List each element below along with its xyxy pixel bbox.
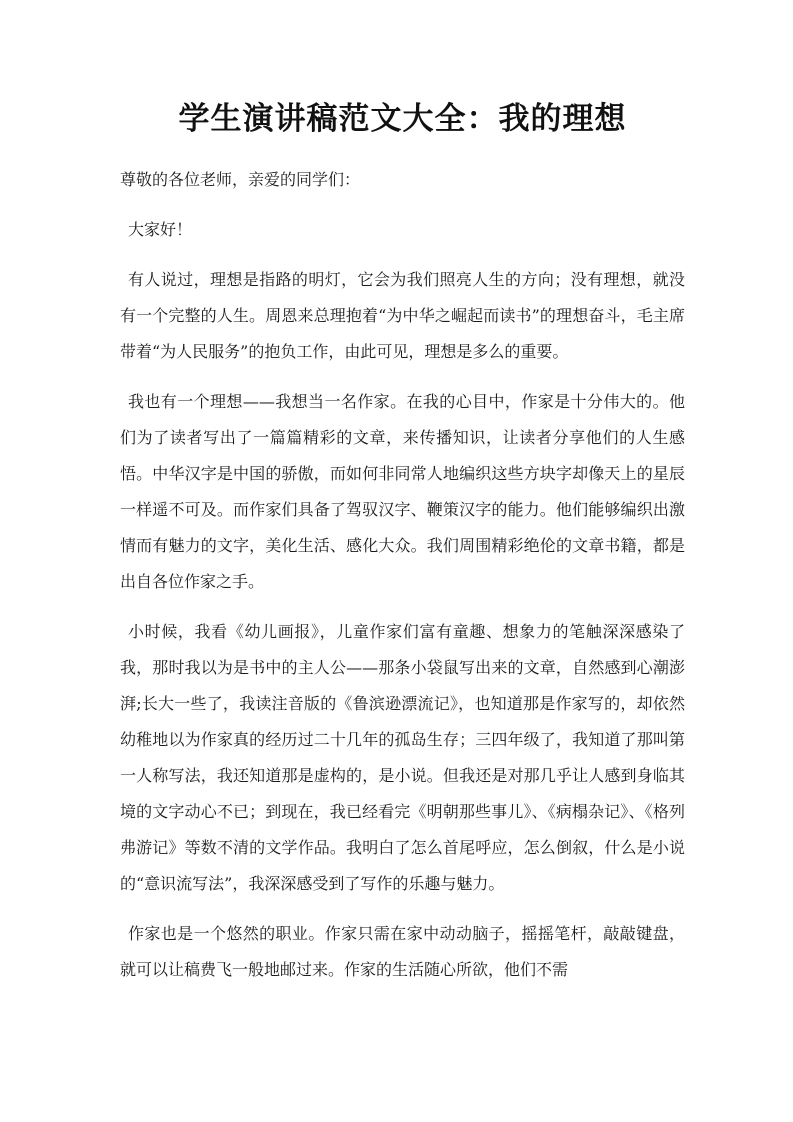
paragraph: 有人说过，理想是指路的明灯，它会为我们照亮人生的方向；没有理想，就没有一个完整的人生。周恩来总理抱着“为中华之崛起而读书”的理想奋斗，毛主席带着“为人民服务”的抱负工作，由此可见，理想是多么的重要。 xyxy=(120,270,685,361)
greeting: 大家好！ xyxy=(128,220,193,239)
document-title: 学生演讲稿范文大全：我的理想 xyxy=(178,101,627,137)
salutation: 尊敬的各位老师，亲爱的同学们： xyxy=(120,170,361,189)
paragraph: 作家也是一个悠然的职业。作家只需在家中动动脑子，摇摇笔杆，敲敲键盘，就可以让稿费飞一般地邮过来。作家的生活随心所欲，他们不需 xyxy=(120,924,685,979)
paragraph: 小时候，我看《幼儿画报》，儿童作家们富有童趣、想象力的笔触深深感染了我，那时我以为是书中的主人公——那条小袋鼠写出来的文章，自然感到心潮澎湃;长大一些了，我读注音版的《鲁滨逊漂流记》，也知道那是作家写的，却依然幼稚地以为作家真的经历过二十几年的孤岛生存；三四年级了，我知道了那叫第一人称写法，我还知道那是虚构的，是小说。但我还是对那几乎让人感到身临其境的文字动心不已；到现在，我已经看完《明朝那些事儿》、《病榻杂记》、《格列弗游记》等数不清的文学作品。我明白了怎么首尾呼应，怎么倒叙，什么是小说的“意识流写法”，我深深感受到了写作的乐趣与魅力。 xyxy=(120,622,685,893)
paragraph: 我也有一个理想——我想当一名作家。在我的心目中，作家是十分伟大的。他们为了读者写出了一篇篇精彩的文章，来传播知识，让读者分享他们的人生感悟。中华汉字是中国的骄傲，而如何非同常人地编织这些方块字却像天上的星辰一样遥不可及。而作家们具备了驾驭汉字、鞭策汉字的能力。他们能够编织出激情而有魅力的文字，美化生活、感化大众。我们周围精彩绝伦的文章书籍，都是出自各位作家之手。 xyxy=(120,392,685,591)
